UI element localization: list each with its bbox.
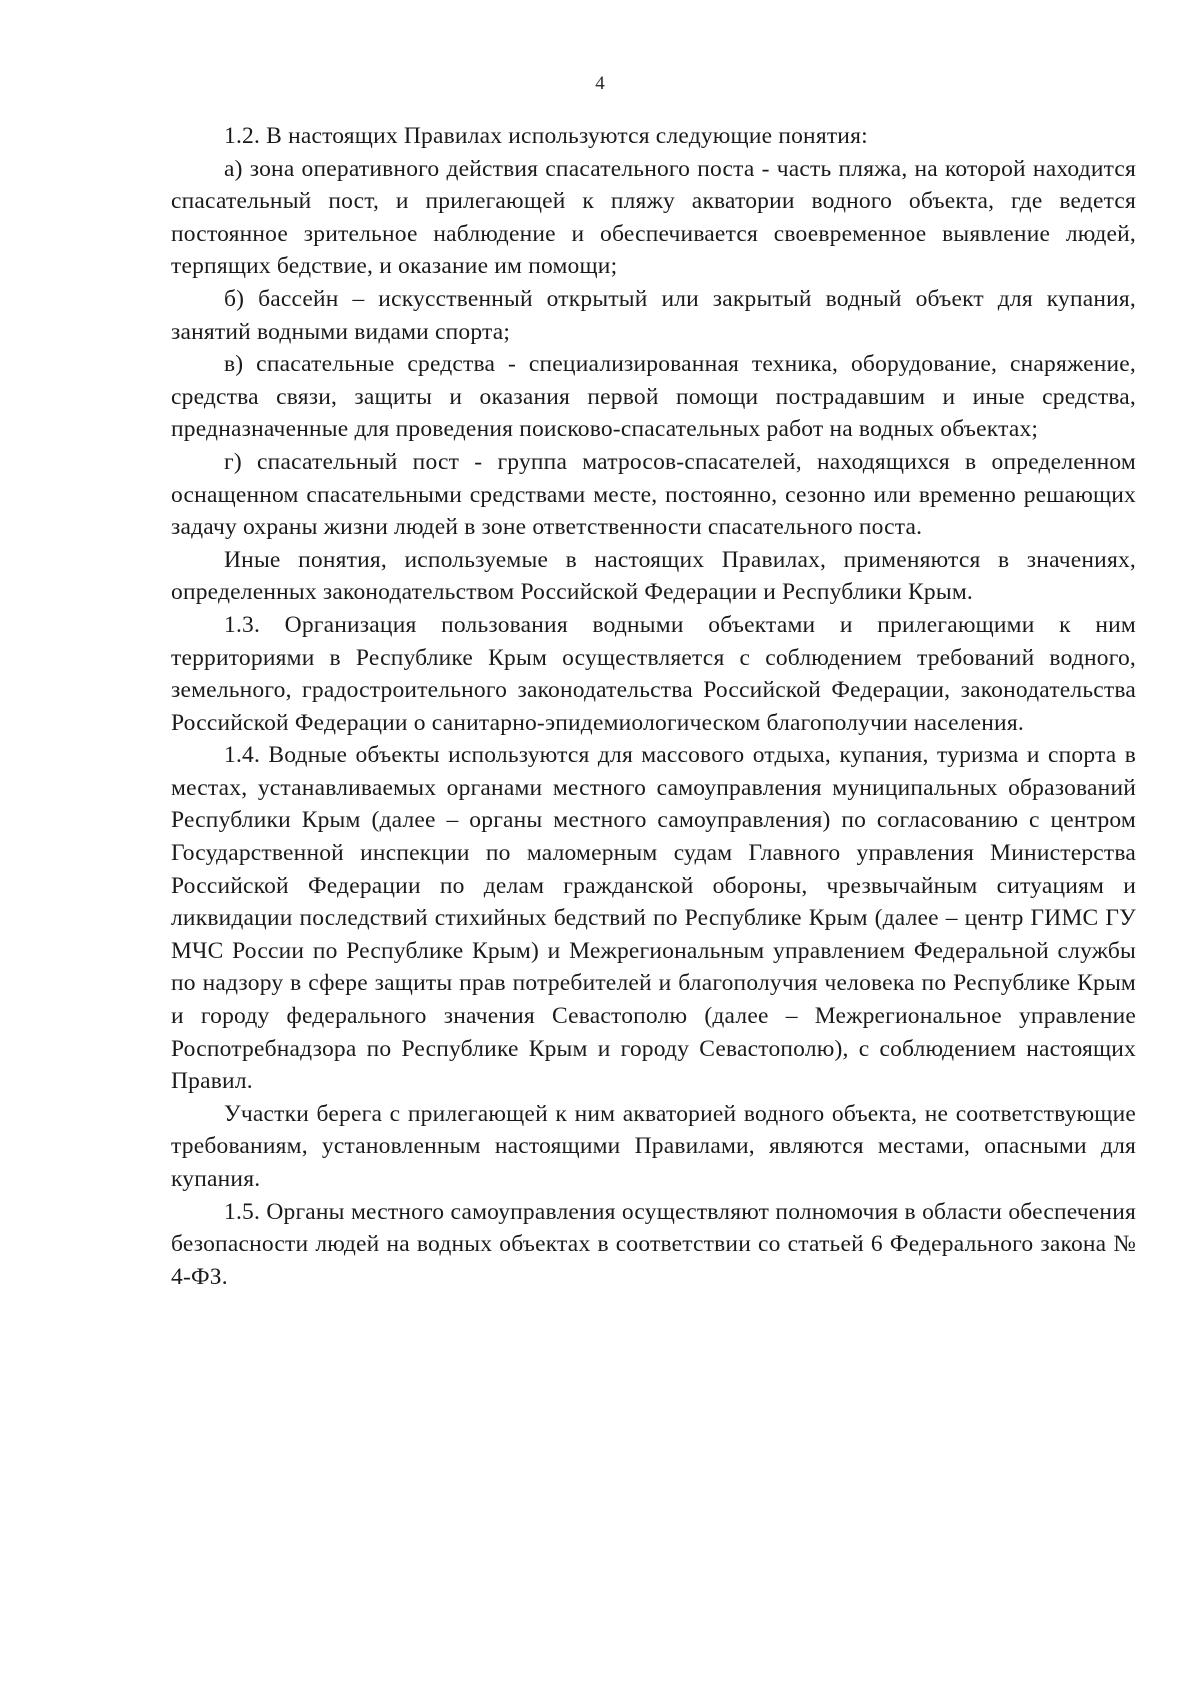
paragraph-definition-b: б) бассейн – искусственный открытый или закрытый водный объект для купания, занятий водными видами спорта; xyxy=(171,285,1136,345)
paragraph-1-3: 1.3. Организация пользования водными объектами и прилегающими к ним территориями в Республике Крым осуществляется с соблюдением требований водного, земельного, градостроительного законодательства Российской Федерации, законодательства Российской Федерации о санитарно-эпидемиологическом благополучии населения. xyxy=(171,611,1136,736)
paragraph-definition-a: а) зона оперативного действия спасательного поста - часть пляжа, на которой находится спасательный пост, и прилегающей к пляжу акватории водного объекта, где ведется постоянное зрительное наблюдение и обеспечивается своевременное выявление людей, терпящих бедствие, и оказание им помощи; xyxy=(171,155,1136,280)
paragraph-definition-g: г) спасательный пост - группа матросов-спасателей, находящихся в определенном оснащенном спасательными средствами месте, постоянно, сезонно или временно решающих задачу охраны жизни людей в зоне ответственности спасательного поста. xyxy=(171,448,1136,541)
paragraph-definition-v: в) спасательные средства - специализированная техника, оборудование, снаряжение, средства связи, защиты и оказания первой помощи пострадавшим и иные средства, предназначенные для проведения поисково-спасательных работ на водных объектах; xyxy=(171,351,1136,443)
paragraph-1-5: 1.5. Органы местного самоуправления осуществляют полномочия в области обеспечения безопасности людей на водных объектах в соответствии со статьей 6 Федерального закона № 4-ФЗ. xyxy=(171,1198,1136,1290)
paragraph-1-2-intro: 1.2. В настоящих Правилах используются следующие понятия: xyxy=(224,123,868,149)
document-body xyxy=(171,120,1136,1293)
paragraph-dangerous-areas: Участки берега с прилегающей к ним акваторией водного объекта, не соответствующие требованиям, установленным настоящими Правилами, являются местами, опасными для купания. xyxy=(171,1100,1136,1192)
paragraph-other-concepts: Иные понятия, используемые в настоящих Правилах, применяются в значениях, определенных законодательством Российской Федерации и Республики Крым. xyxy=(171,546,1136,606)
page-number: 4 xyxy=(595,73,605,94)
paragraph-1-4: 1.4. Водные объекты используются для массового отдыха, купания, туризма и спорта в местах, устанавливаемых органами местного самоуправления муниципальных образований Республики Крым (далее – органы местного самоуправления) по согласованию с центром Государственной инспекции по маломерным судам Главного управления Министерства Российской Федерации по делам гражданской обороны, чрезвычайным ситуациям и ликвидации последствий стихийных бедствий по Республике Крым (далее – центр ГИМС ГУ МЧС России по Республике Крым) и Межрегиональным управлением Федеральной службы по надзору в сфере защиты прав потребителей и благополучия человека по Республике Крым и городу федерального значения Севастополю (далее – Межрегиональное управление Роспотребнадзора по Республике Крым и городу Севастополю), с соблюдением настоящих Правил. xyxy=(171,742,1136,1095)
